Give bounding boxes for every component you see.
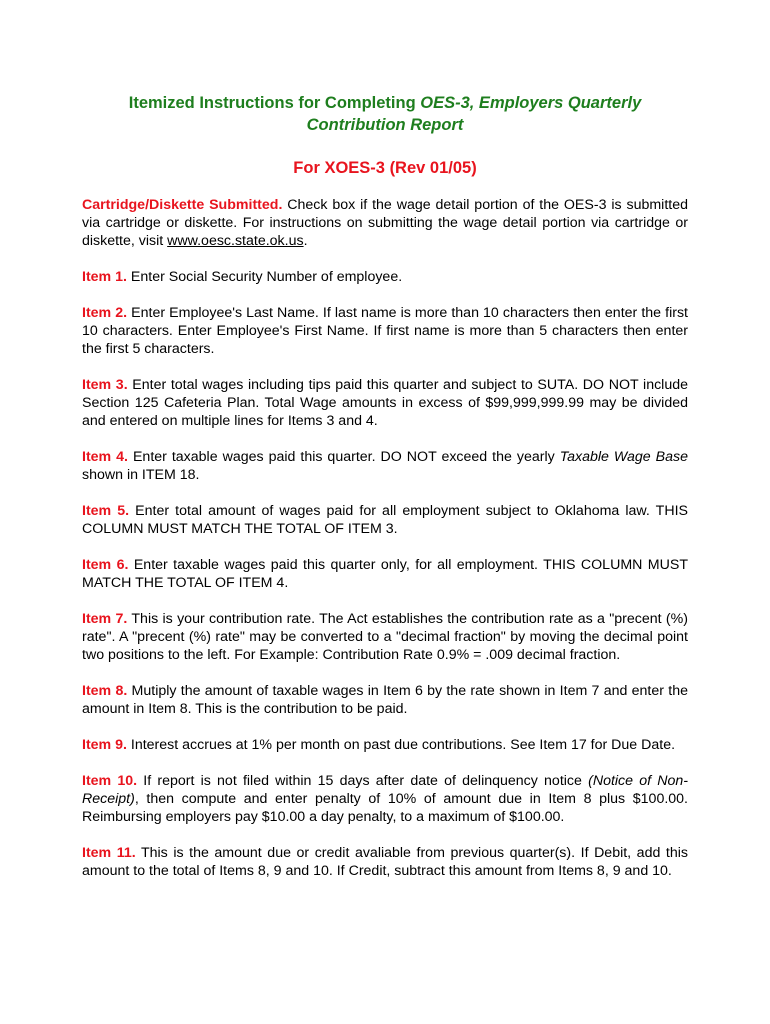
item-6-label: Item 6.: [82, 557, 129, 573]
item-8-text: Mutiply the amount of taxable wages in Item 6 by the rate shown in Item 7 and enter the amount in Item 8. This is the contribution to be paid.: [82, 683, 688, 717]
item-4-paragraph: [82, 448, 688, 484]
item-10-text: If report is not filed within 15 days after date of delinquency notice: [137, 773, 589, 789]
item-2-paragraph: [82, 304, 688, 358]
oesc-website-link[interactable]: www.oesc.state.ok.us: [167, 233, 304, 249]
document-title: [82, 92, 688, 136]
cartridge-text-end: .: [303, 233, 308, 249]
item-4-text-end: shown in ITEM 18.: [82, 467, 200, 483]
item-9-text: Interest accrues at 1% per month on past due contributions. See Item 17 for Due Date.: [126, 737, 676, 753]
title-form-name: OES-3, Employers Quarterly: [420, 94, 642, 112]
item-8-label: Item 8.: [82, 683, 128, 699]
item-5-paragraph: [82, 502, 688, 538]
item-2-text: Enter Employee's Last Name. If last name is more than 10 characters then enter the first 10 characters. Enter Employee's First Name. If first name is more than 5 characters then enter the first 5 characters.: [82, 305, 688, 357]
item-5-label: Item 5.: [82, 503, 130, 519]
item-4-taxable-wage-base: Taxable Wage Base: [559, 449, 688, 465]
item-6-paragraph: [82, 556, 688, 592]
cartridge-paragraph: [82, 196, 688, 250]
item-5-text: Enter total amount of wages paid for all employment subject to Oklahoma law. THIS COLUMN MUST MATCH THE TOTAL OF ITEM 3.: [82, 503, 688, 537]
title-prefix: Itemized Instructions for Completing: [128, 94, 421, 112]
title-form-name-cont: Contribution Report: [306, 116, 464, 134]
item-10-text-end: , then compute and enter penalty of 10% of amount due in Item 8 plus $100.00. Reimbursing employers pay $10.00 a day penalty, to a maximum of $100.00.: [82, 791, 688, 825]
item-1-paragraph: [82, 268, 688, 286]
item-7-label: Item 7.: [82, 611, 128, 627]
item-11-paragraph: [82, 844, 688, 880]
item-1-label: Item 1.: [82, 269, 127, 285]
item-1-text: Enter Social Security Number of employee.: [126, 269, 403, 285]
item-3-text: Enter total wages including tips paid this quarter and subject to SUTA. DO NOT include Section 125 Cafeteria Plan. Total Wage amounts in excess of $99,999,999.99 may be divided and entered on multiple lines for Items 3 and 4.: [82, 377, 688, 429]
item-10-notice-name: (Notice of Non-Receipt): [82, 773, 688, 807]
item-3-paragraph: [82, 376, 688, 430]
item-7-text: This is your contribution rate. The Act establishes the contribution rate as a "precent (%) rate". A "precent (%) rate" may be converted to a "decimal fraction" by moving the decimal point two positions to the left. For Example: Contribution Rate 0.9% = .009 decimal fraction.: [82, 611, 688, 663]
item-11-text: This is the amount due or credit avaliable from previous quarter(s). If Debit, add this amount to the total of Items 8, 9 and 10. If Credit, subtract this amount from Items 8, 9 and 10.: [82, 845, 688, 879]
item-4-label: Item 4.: [82, 449, 128, 465]
item-3-label: Item 3.: [82, 377, 128, 393]
item-7-paragraph: [82, 610, 688, 664]
item-6-text: Enter taxable wages paid this quarter only, for all employment. THIS COLUMN MUST MATCH THE TOTAL OF ITEM 4.: [82, 557, 688, 591]
cartridge-text: Check box if the wage detail portion of the OES-3 is submitted via cartridge or diskette. For instructions on submitting the wage detail portion via cartridge or diskette, visit: [82, 197, 688, 249]
item-11-label: Item 11.: [82, 845, 136, 861]
cartridge-label: Cartridge/Diskette Submitted.: [82, 197, 283, 213]
document-subtitle: For XOES-3 (Rev 01/05): [293, 159, 477, 177]
item-10-paragraph: [82, 772, 688, 826]
item-10-label: Item 10.: [82, 773, 138, 789]
instructions-document: [82, 92, 688, 880]
item-9-label: Item 9.: [82, 737, 127, 753]
item-4-text: Enter taxable wages paid this quarter. DO NOT exceed the yearly: [127, 449, 560, 465]
item-8-paragraph: [82, 682, 688, 718]
item-9-paragraph: [82, 736, 688, 754]
item-2-label: Item 2.: [82, 305, 128, 321]
